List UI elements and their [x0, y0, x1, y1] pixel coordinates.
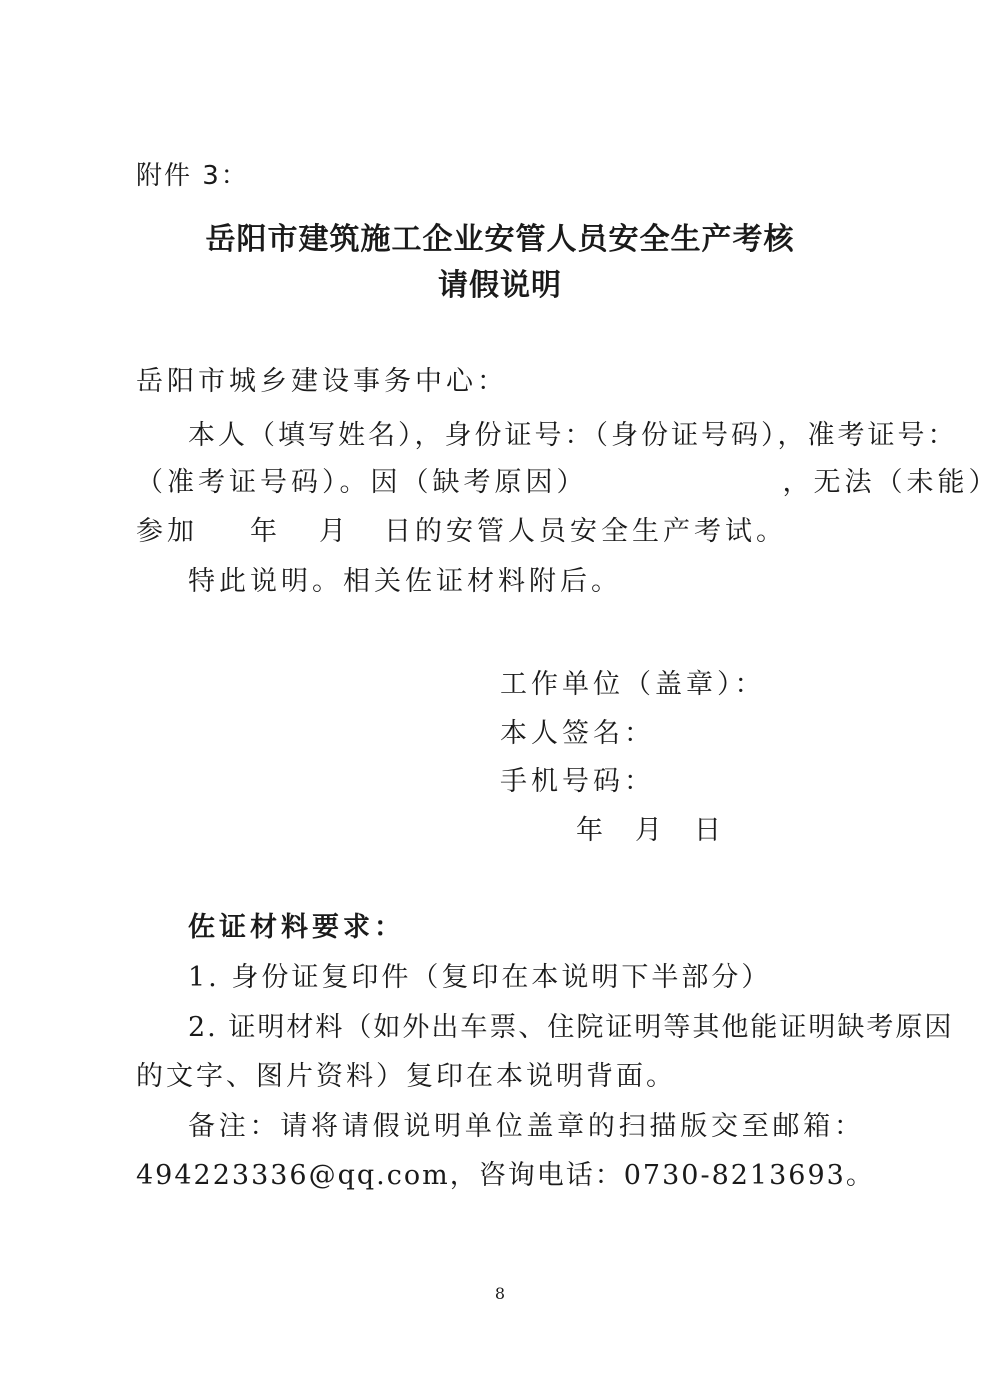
body-year-blank: 年	[250, 516, 281, 547]
body-line-3	[136, 516, 787, 548]
addressee: 岳阳市城乡建设事务中心：	[136, 366, 508, 397]
signature-phone: 手机号码：	[500, 766, 655, 797]
requirement-item-2-line2: 的文字、图片资料）复印在本说明背面。	[136, 1061, 676, 1092]
date-month: 月	[635, 815, 666, 846]
requirement-item-2-line1: 2. 证明材料（如外出车票、住院证明等其他能证明缺考原因	[188, 1012, 954, 1043]
body-line-2-start: （准考证号码）。因（缺考原因）	[136, 467, 588, 498]
date-day: 日	[694, 815, 725, 846]
note-line-2: 494223336@qq.com，咨询电话：0730-8213693。	[136, 1160, 875, 1191]
body-line-2	[136, 467, 1000, 499]
body-line-2-end: ，无法（未能）	[782, 467, 1000, 498]
body-line-3-start: 参加	[136, 516, 198, 547]
requirement-item-1: 1. 身份证复印件（复印在本说明下半部分）	[188, 962, 772, 993]
date-year: 年	[576, 815, 607, 846]
body-line-1: 本人（填写姓名），身份证号：（身份证号码），准考证号：	[188, 420, 958, 451]
page-number: 8	[494, 1284, 506, 1303]
body-month-blank: 月	[319, 516, 350, 547]
signature-name: 本人签名：	[500, 718, 655, 749]
body-line-4: 特此说明。相关佐证材料附后。	[188, 566, 622, 597]
document-title-line1: 岳阳市建筑施工企业安管人员安全生产考核	[205, 222, 795, 257]
attachment-label: 附件 3：	[136, 161, 249, 191]
note-line-1: 备注：请将请假说明单位盖章的扫描版交至邮箱：	[188, 1111, 864, 1142]
requirements-heading: 佐证材料要求：	[188, 912, 405, 943]
body-line-3-end: 日的安管人员安全生产考试。	[384, 516, 787, 547]
signature-date	[576, 815, 725, 847]
document-title-line2: 请假说明	[438, 268, 562, 303]
signature-unit: 工作单位（盖章）：	[500, 669, 766, 700]
